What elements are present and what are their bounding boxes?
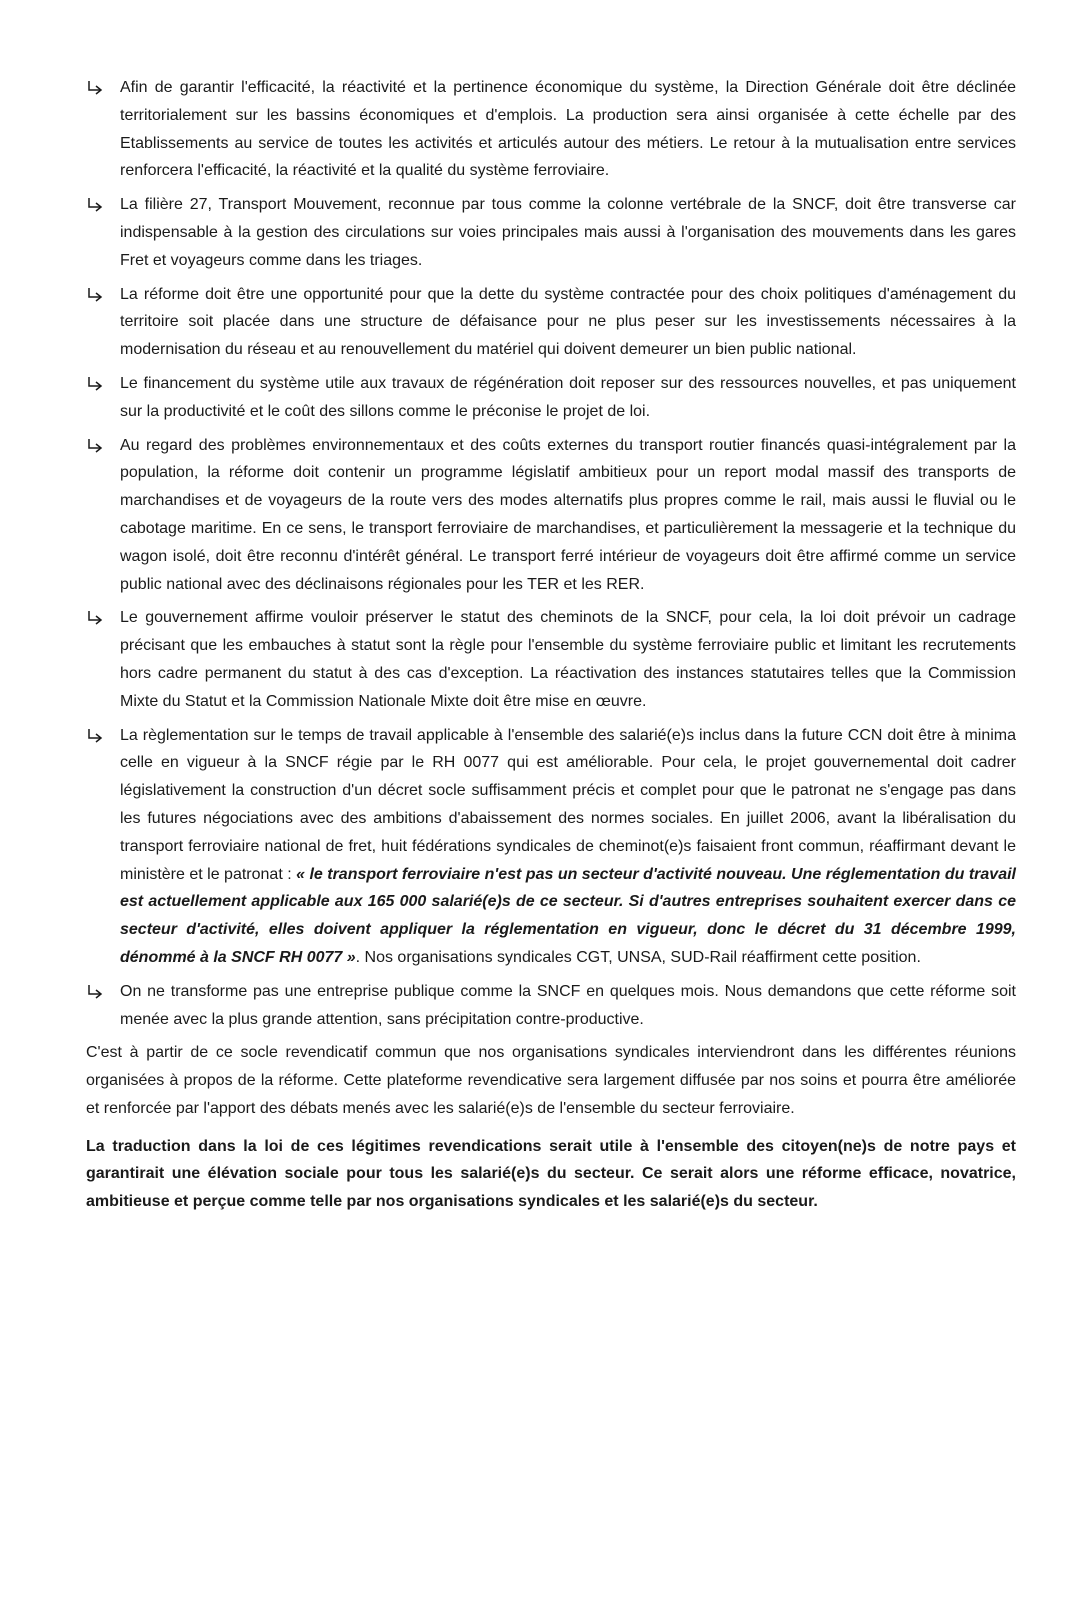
list-item — [86, 191, 1016, 274]
list-item-text: Afin de garantir l'efficacité, la réactivité et la pertinence économique du système, la Direction Générale doit être déclinée territorialement sur les bassins économiques et d'emplois. La production sera ainsi organisée à cette échelle par des Etablissements au service de toutes les activités et articulés autour des métiers. Le retour à la mutualisation entre services renforcera l'efficacité, la réactivité et la qualité du système ferroviaire. — [120, 79, 1016, 180]
list-item — [86, 604, 1016, 715]
closing-paragraph: C'est à partir de ce socle revendicatif commun que nos organisations syndicales interviendront dans les différentes réunions organisées à propos de la réforme. Cette plateforme revendicative sera largement diffusée par nos soins et pourra être améliorée et renforcée par l'apport des débats menés avec les salarié(e)s de l'ensemble du secteur ferroviaire. — [86, 1044, 1016, 1117]
list-item-text: La filière 27, Transport Mouvement, reconnue par tous comme la colonne vertébrale de la SNCF, doit être transverse car indispensable à la gestion des circulations sur voies principales mais aussi à l'organisation des mouvements dans les gares Fret et voyageurs comme dans les triages. — [120, 196, 1016, 269]
hooked-arrow-icon — [86, 286, 106, 304]
hooked-arrow-icon — [86, 375, 106, 393]
hooked-arrow-icon — [86, 79, 106, 97]
list-item-text — [120, 722, 1016, 972]
list-item-text: Au regard des problèmes environnementaux et des coûts externes du transport routier financés quasi-intégralement par la population, la réforme doit contenir un programme législatif ambitieux pour un report modal massif des transports de marchandises et de voyageurs de la route vers des modes alternatifs plus propres comme le rail, mais aussi le fluvial ou le cabotage maritime. En ce sens, le transport ferroviaire de marchandises, et particulièrement la messagerie et la technique du wagon isolé, doit être reconnu d'intérêt général. Le transport ferré intérieur de voyageurs doit être affirmé comme un service public national avec des déclinaisons régionales pour les TER et les RER. — [120, 436, 1016, 593]
hooked-arrow-icon — [86, 437, 106, 455]
list-item-text-intro: La règlementation sur le temps de travail applicable à l'ensemble des salarié(e)s inclus dans la future CCN doit être à minima celle en vigueur à la SNCF régie par le RH 0077 qui est améliorable. Pour cela, le projet gouvernemental doit cadrer législativement la construction d'un décret socle suffisamment précis et complet pour que le patronat ne s'engage pas dans les futures négociations avec des ambitions d'abaissement des normes sociales. En juillet 2006, avant la libéralisation du transport ferroviaire national de fret, huit fédérations syndicales de cheminot(e)s faisaient front commun, réaffirmant devant le ministère et le patronat : — [120, 726, 1016, 883]
quoted-statement: « le transport ferroviaire n'est pas un secteur d'activité nouveau. Une réglementation du travail est actuellement applicable aux 165 000 salarié(e)s de ce secteur. Si d'autres entreprises souhaitent exercer dans ce secteur d'activité, elles doivent appliquer la réglementation en vigueur, donc le décret du 31 décembre 1999, dénommé à la SNCF RH 0077 » — [120, 865, 1016, 966]
list-item — [86, 432, 1016, 599]
list-item-text: La réforme doit être une opportunité pour que la dette du système contractée pour des choix politiques d'aménagement du territoire soit placée dans une structure de défaisance pour ne plus peser sur les investissements nécessaires à la modernisation du réseau et au renouvellement du matériel qui doivent demeurer un bien public national. — [120, 285, 1016, 359]
list-item-text-outro: . Nos organisations syndicales CGT, UNSA, SUD-Rail réaffirment cette position. — [355, 948, 921, 966]
list-item — [86, 370, 1016, 426]
hooked-arrow-icon — [86, 196, 106, 214]
conclusion-paragraph: La traduction dans la loi de ces légitimes revendications serait utile à l'ensemble des citoyen(ne)s de notre pays et garantirait une élévation sociale pour tous les salarié(e)s du secteur. Ce serait alors une réforme efficace, novatrice, ambitieuse et perçue comme telle par nos organisations syndicales et les salarié(e)s du secteur. — [86, 1137, 1016, 1211]
hooked-arrow-icon — [86, 609, 106, 627]
list-item — [86, 74, 1016, 185]
list-item — [86, 978, 1016, 1034]
hooked-arrow-icon — [86, 983, 106, 1001]
list-item-text: On ne transforme pas une entreprise publique comme la SNCF en quelques mois. Nous demandons que cette réforme soit menée avec la plus grande attention, sans précipitation contre-productive. — [120, 982, 1016, 1028]
hooked-arrow-icon — [86, 727, 106, 745]
list-item — [86, 281, 1016, 364]
list-item-text: Le financement du système utile aux travaux de régénération doit reposer sur des ressources nouvelles, et pas uniquement sur la productivité et le coût des sillons comme le préconise le projet de loi. — [120, 374, 1016, 420]
list-item — [86, 722, 1016, 972]
list-item-text: Le gouvernement affirme vouloir préserver le statut des cheminots de la SNCF, pour cela, la loi doit prévoir un cadrage précisant que les embauches à statut sont la règle pour l'ensemble du système ferroviaire public et limitant les recrutements hors cadre permanent du statut à des cas d'exception. La réactivation des instances statutaires telles que la Commission Mixte du Statut et la Commission Nationale Mixte doit être mise en œuvre. — [120, 609, 1016, 710]
demands-list — [86, 74, 1016, 1033]
